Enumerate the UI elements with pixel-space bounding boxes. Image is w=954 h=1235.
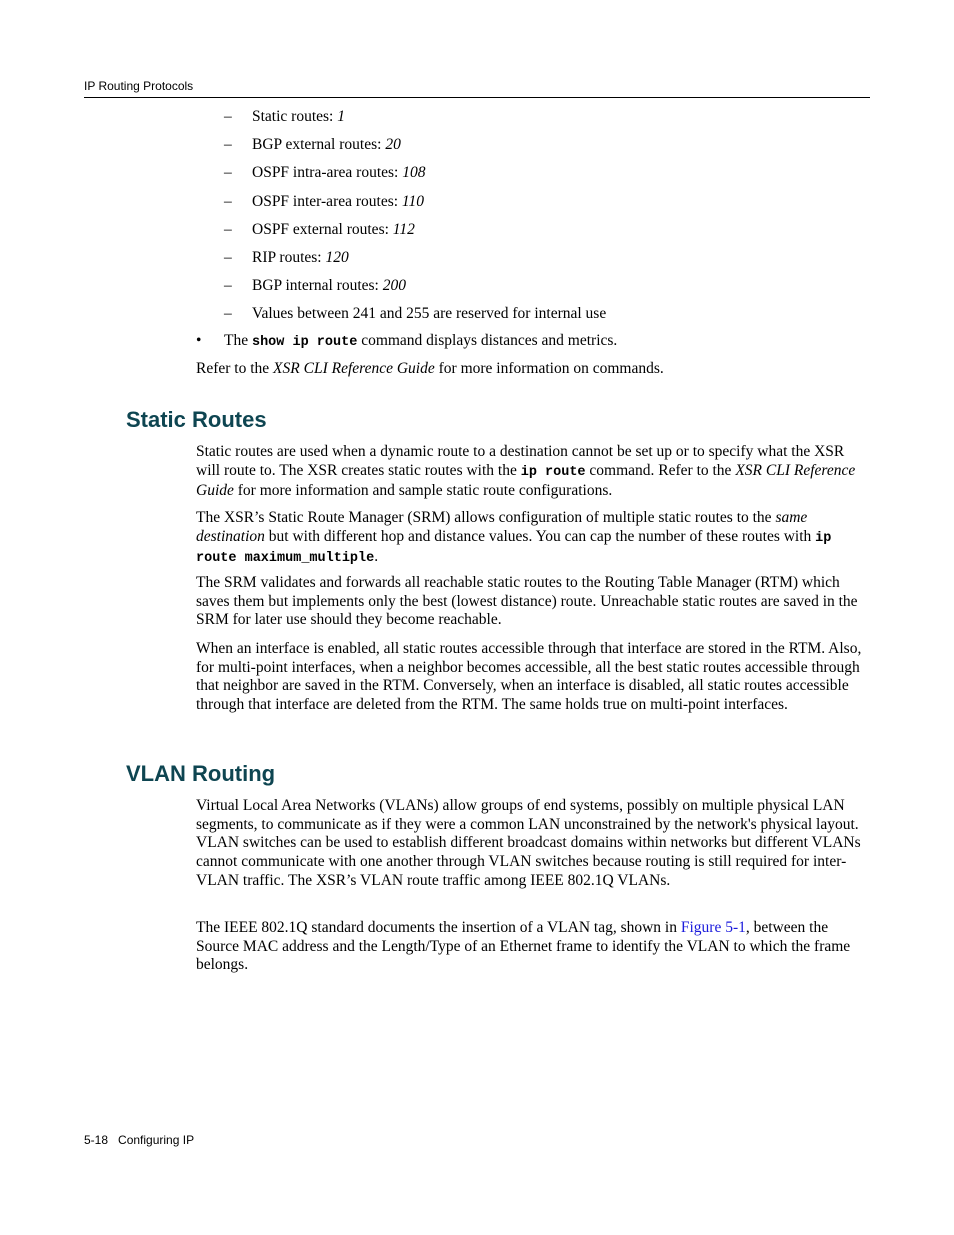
header-divider: [84, 97, 870, 98]
vlan-routing-paragraph-2: The IEEE 802.1Q standard documents the insertion of a VLAN tag, shown in Figure 5-1, between the Source MAC address and the Length/Type of an Ethernet frame to identify the VLAN to which the frame belongs.: [196, 919, 851, 974]
list-item: – BGP internal routes: 200: [224, 277, 406, 295]
vlan-routing-heading: VLAN Routing: [126, 761, 276, 786]
bullet-icon: •: [196, 332, 202, 349]
chapter-title: Configuring IP: [118, 1133, 195, 1147]
list-item: – OSPF external routes: 112: [224, 220, 415, 238]
page-footer: [84, 1133, 194, 1147]
reference-note: Refer to the XSR CLI Reference Guide for more information on commands.: [196, 360, 664, 377]
list-item: – Values between 241 and 255 are reserved for internal use: [224, 305, 607, 323]
list-item: – OSPF intra-area routes: 108: [224, 164, 426, 182]
command-code: ip route: [520, 464, 586, 480]
list-item: – Static routes: 1: [224, 108, 345, 125]
figure-link[interactable]: Figure 5-1: [680, 919, 746, 936]
static-routes-paragraph-2: The XSR’s Static Route Manager (SRM) allows configuration of multiple static routes to the same destination but with different hop and distance values. You can cap the number of these routes with ip route maximum_multiple.: [196, 509, 832, 567]
static-routes-paragraph-3: The SRM validates and forwards all reachable static routes to the Routing Table Manager (RTM) which saves them but implements only the best (lowest distance) route. Unreachable static routes are saved in the SRM for later use should they become reachable.: [196, 574, 858, 629]
list-item: – BGP external routes: 20: [224, 136, 401, 154]
static-routes-paragraph-4: When an interface is enabled, all static routes accessible through that interface are stored in the RTM. Also, for multi-point interfaces, when a neighbor becomes accessible, all the best static routes accessible through that neighbor are saved in the RTM. Conversely, when an interface is disabled, all static routes accessible through that interface are deleted from the RTM. The same holds true on multi-point interfaces.: [196, 640, 862, 714]
command-code: show ip route: [251, 335, 358, 350]
static-routes-heading: Static Routes: [126, 407, 267, 432]
running-header: IP Routing Protocols: [84, 79, 194, 93]
list-item: – RIP routes: 120: [224, 248, 349, 266]
command-code: ip route maximum_multiple: [196, 530, 832, 567]
guide-title: XSR CLI Reference Guide: [273, 360, 435, 377]
distance-list: [224, 107, 606, 333]
guide-title: XSR CLI Reference Guide: [196, 461, 856, 500]
vlan-routing-paragraph-1: Virtual Local Area Networks (VLANs) allow groups of end systems, possibly on multiple physical LAN segments, to communicate as if they were a common LAN unconstrained by the network's physical layout. VLAN switches can be used to establish different broadcast domains within networks but different VLANs cannot communicate with one another through VLAN switches because routing is still required for inter-VLAN traffic. The XSR’s VLAN route traffic among IEEE 802.1Q VLANs.: [196, 797, 861, 889]
static-routes-paragraph-1: Static routes are used when a dynamic route to a destination cannot be set up or to specify what the XSR will route to. The XSR creates static routes with the ip route command. Refer to the XSR CLI Reference Guide for more information and sample static route configurations.: [196, 443, 856, 500]
page-number: 5-18: [84, 1133, 109, 1147]
list-item: – OSPF inter-area routes: 110: [224, 192, 425, 210]
